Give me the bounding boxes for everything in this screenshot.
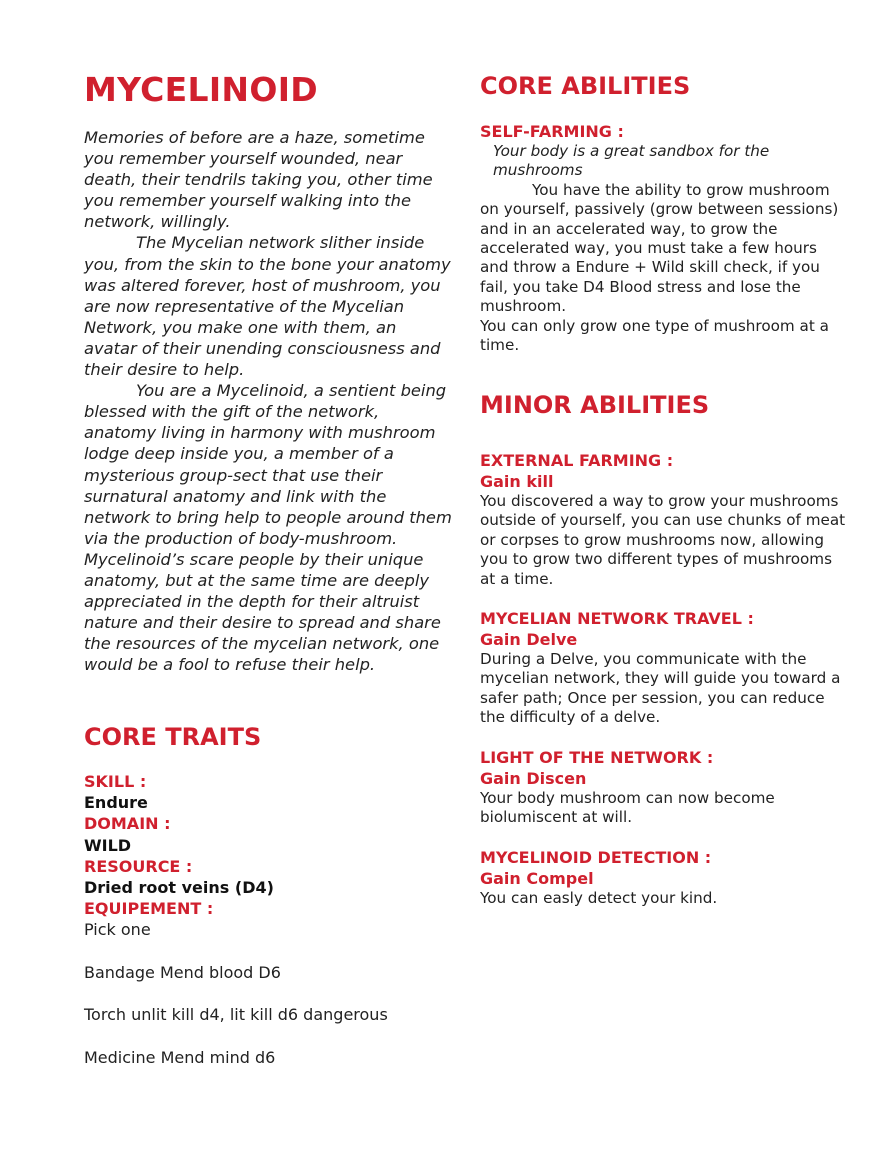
intro-paragraph-1: Memories of before are a haze, sometime you remember yourself wounded, near death, their tendrils taking you, other time you remember yourself walking into the network, willingly. (84, 128, 433, 232)
equipement-intro: Pick one (84, 920, 151, 940)
ability-gain: Gain Discen (480, 769, 587, 788)
minor-ability (480, 609, 850, 728)
intro-paragraph-2: The Mycelian network slither inside you, from the skin to the bone your anatomy was altered forever, host of mushroom, you are now representative of the Mycelian Network, you make one with them, an avatar of their unending consciousness and their desire to help. (84, 233, 451, 380)
ability-name: SELF-FARMING : (480, 122, 624, 141)
minor-ability (480, 848, 850, 908)
ability-name: EXTERNAL FARMING : (480, 451, 674, 470)
ability-gain: Gain kill (480, 472, 554, 491)
self-farming-ability (480, 122, 850, 355)
skill-label: SKILL : (84, 772, 147, 791)
ability-text: You have the ability to grow mushroom on yourself, passively (grow between sessions) and in an accelerated way, to grow the accelerated way, you must take a few hours and throw a Endure + Wild skill check, if you fail, you take D4 Blood stress and lose the mushroom. (480, 180, 839, 316)
equipement-item: Bandage Mend blood D6 (84, 962, 281, 982)
core-traits-heading: CORE TRAITS (84, 723, 262, 751)
minor-abilities-heading: MINOR ABILITIES (480, 391, 710, 419)
ability-text: During a Delve, you communicate with the mycelian network, they will guide you toward a safer path; Once per session, you can reduce the difficulty of a delve. (480, 650, 841, 727)
minor-ability (480, 748, 850, 828)
domain-label: DOMAIN : (84, 814, 171, 834)
ability-text: You can only grow one type of mushroom at a time. (480, 316, 829, 355)
minor-ability (480, 451, 850, 589)
ability-text: Your body mushroom can now become biolumiscent at will. (480, 789, 775, 827)
ability-text: You discovered a way to grow your mushrooms outside of yourself, you can use chunks of meat or corpses to grow mushrooms now, allowing you to grow two different types of mushrooms at a time. (480, 492, 846, 588)
resource-value: Dried root veins (D4) (84, 878, 274, 898)
domain-value: WILD (84, 835, 132, 855)
equipement-item: Medicine Mend mind d6 (84, 1047, 276, 1067)
skill-value: Endure (84, 793, 148, 813)
ability-tagline: Your body is a great sandbox for the mushrooms (493, 142, 770, 180)
ability-text: You can easly detect your kind. (480, 889, 718, 907)
core-abilities-heading: CORE ABILITIES (480, 72, 691, 100)
ability-gain: Gain Delve (480, 630, 578, 649)
page-title: MYCELINOID (84, 70, 318, 109)
ability-name: MYCELINOID DETECTION : (480, 848, 712, 867)
equipement-label: EQUIPEMENT : (84, 899, 214, 919)
resource-label: RESOURCE : (84, 856, 193, 876)
intro-text (84, 127, 454, 675)
ability-name: MYCELIAN NETWORK TRAVEL : (480, 609, 754, 628)
intro-paragraph-3: You are a Mycelinoid, a sentient being blessed with the gift of the network, anatomy living in harmony with mushroom lodge deep inside you, a member of a mysterious group-sect that use their surnatural anatomy and link with the network to bring help to people around them via the production of body-mushroom. (84, 381, 452, 548)
core-traits-list (84, 771, 454, 1068)
equipement-item: Torch unlit kill d4, lit kill d6 dangerous (84, 1005, 388, 1025)
ability-name: LIGHT OF THE NETWORK : (480, 748, 714, 767)
intro-paragraph-4: Mycelinoid’s scare people by their unique anatomy, but at the same time are deeply appreciated in the depth for their altruist nature and their desire to spread and share the resources of the mycelian network, one would be a fool to refuse their help. (84, 549, 441, 675)
ability-gain: Gain Compel (480, 869, 594, 888)
